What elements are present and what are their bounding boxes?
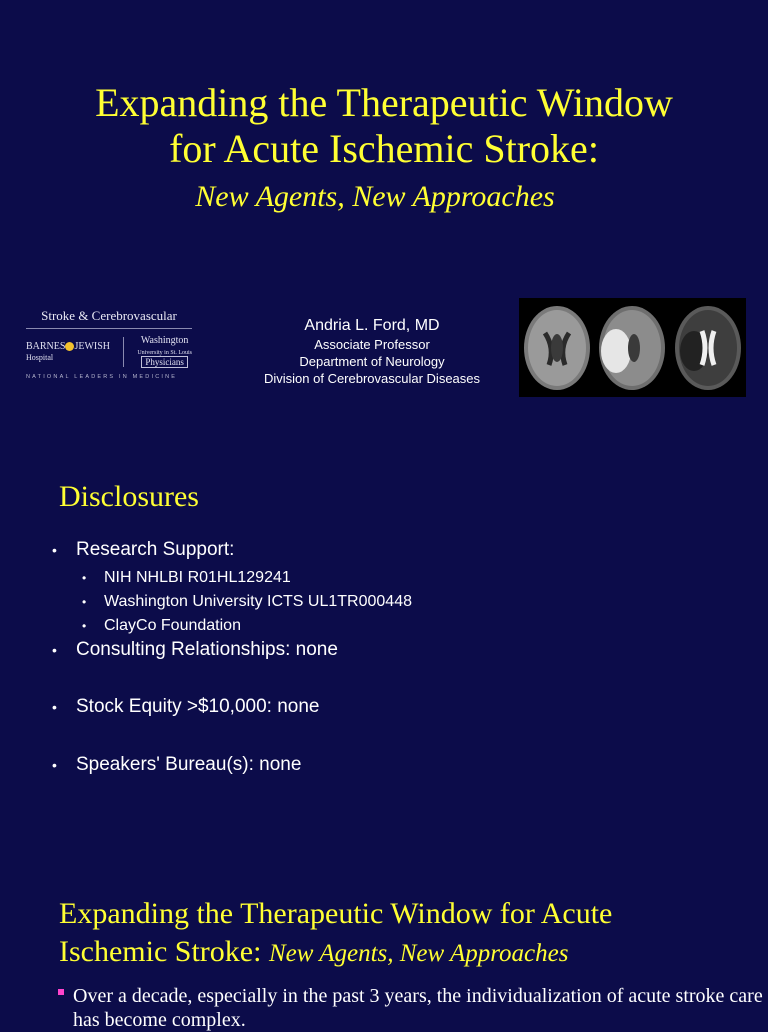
logo-separator xyxy=(123,337,124,367)
logo-washington: Washington xyxy=(140,335,189,346)
slide-subtitle: New Agents, New Approaches xyxy=(195,180,555,213)
disclosure-subitem xyxy=(82,566,752,590)
bullet-icon: • xyxy=(52,757,57,773)
slide2-bullet xyxy=(58,984,763,1032)
logo-jewish: JEWISH xyxy=(74,340,111,352)
slide2-title-main: Ischemic Stroke: xyxy=(59,935,262,968)
institution-logo xyxy=(26,308,192,390)
square-bullet-icon xyxy=(58,989,64,995)
slide-title-line-2: for Acute Ischemic Stroke: xyxy=(169,126,599,171)
brain-mri-images xyxy=(519,298,746,397)
logo-barnes: BARNES xyxy=(26,340,66,352)
barnes-jewish-logo xyxy=(26,341,110,363)
slide2-title-line-2 xyxy=(59,933,759,973)
washu-logo xyxy=(137,335,192,368)
disclosure-sublabel: Washington University ICTS UL1TR000448 xyxy=(104,593,412,610)
logo-marks xyxy=(26,335,192,368)
presenter-name: Andria L. Ford, MD xyxy=(304,317,440,334)
brain-scan-3 xyxy=(672,303,744,393)
slide-title xyxy=(0,80,768,172)
disclosure-item xyxy=(52,753,752,777)
disclosure-sublabel: NIH NHLBI R01HL129241 xyxy=(104,569,291,586)
disclosure-subitem xyxy=(82,614,752,638)
disclosure-label: Stock Equity >$10,000: none xyxy=(76,696,320,717)
disclosure-label: Speakers' Bureau(s): none xyxy=(76,754,302,775)
bullet-icon: • xyxy=(52,542,57,558)
bullet-icon: • xyxy=(82,571,87,585)
disclosure-item xyxy=(52,538,752,562)
logo-university: University in St. Louis xyxy=(137,350,192,356)
presenter-title: Associate Professor xyxy=(314,337,430,352)
logo-tagline: NATIONAL LEADERS IN MEDICINE xyxy=(26,374,178,380)
brain-scan-1 xyxy=(521,303,593,393)
logo-physicians: Physicians xyxy=(141,356,188,368)
slide2-title xyxy=(59,895,759,973)
bullet-icon: • xyxy=(52,699,57,715)
disclosures-heading: Disclosures xyxy=(59,480,199,513)
disclosure-item xyxy=(52,695,752,719)
presenter-division: Division of Cerebrovascular Diseases xyxy=(263,371,481,386)
bullet-icon: • xyxy=(52,642,57,658)
logo-hospital: Hospital xyxy=(26,352,54,362)
logo-divider xyxy=(26,328,192,329)
disclosure-subitem xyxy=(82,590,752,614)
disclosure-sublabel: ClayCo Foundation xyxy=(104,617,241,634)
slide2-title-sub: New Agents, New Approaches xyxy=(268,940,569,967)
disclosure-item xyxy=(52,638,752,662)
bullet-icon: • xyxy=(82,595,87,609)
slide-title-line-1: Expanding the Therapeutic Window xyxy=(95,80,673,125)
disclosure-label: Research Support: xyxy=(76,539,235,560)
presenter-department: Department of Neurology xyxy=(299,354,445,369)
logo-heading: Stroke & Cerebrovascular xyxy=(41,308,177,323)
slide2-bullet-text: Over a decade, especially in the past 3 years, the individualization of acute stroke care has become complex. xyxy=(73,985,763,1031)
disclosure-label: Consulting Relationships: none xyxy=(76,639,338,660)
bullet-icon: • xyxy=(82,619,87,633)
disclosure-list xyxy=(52,538,752,777)
brain-scan-2 xyxy=(596,303,668,393)
slide2-title-line-1: Expanding the Therapeutic Window for Acute xyxy=(59,897,613,930)
presenter-info xyxy=(240,316,504,387)
